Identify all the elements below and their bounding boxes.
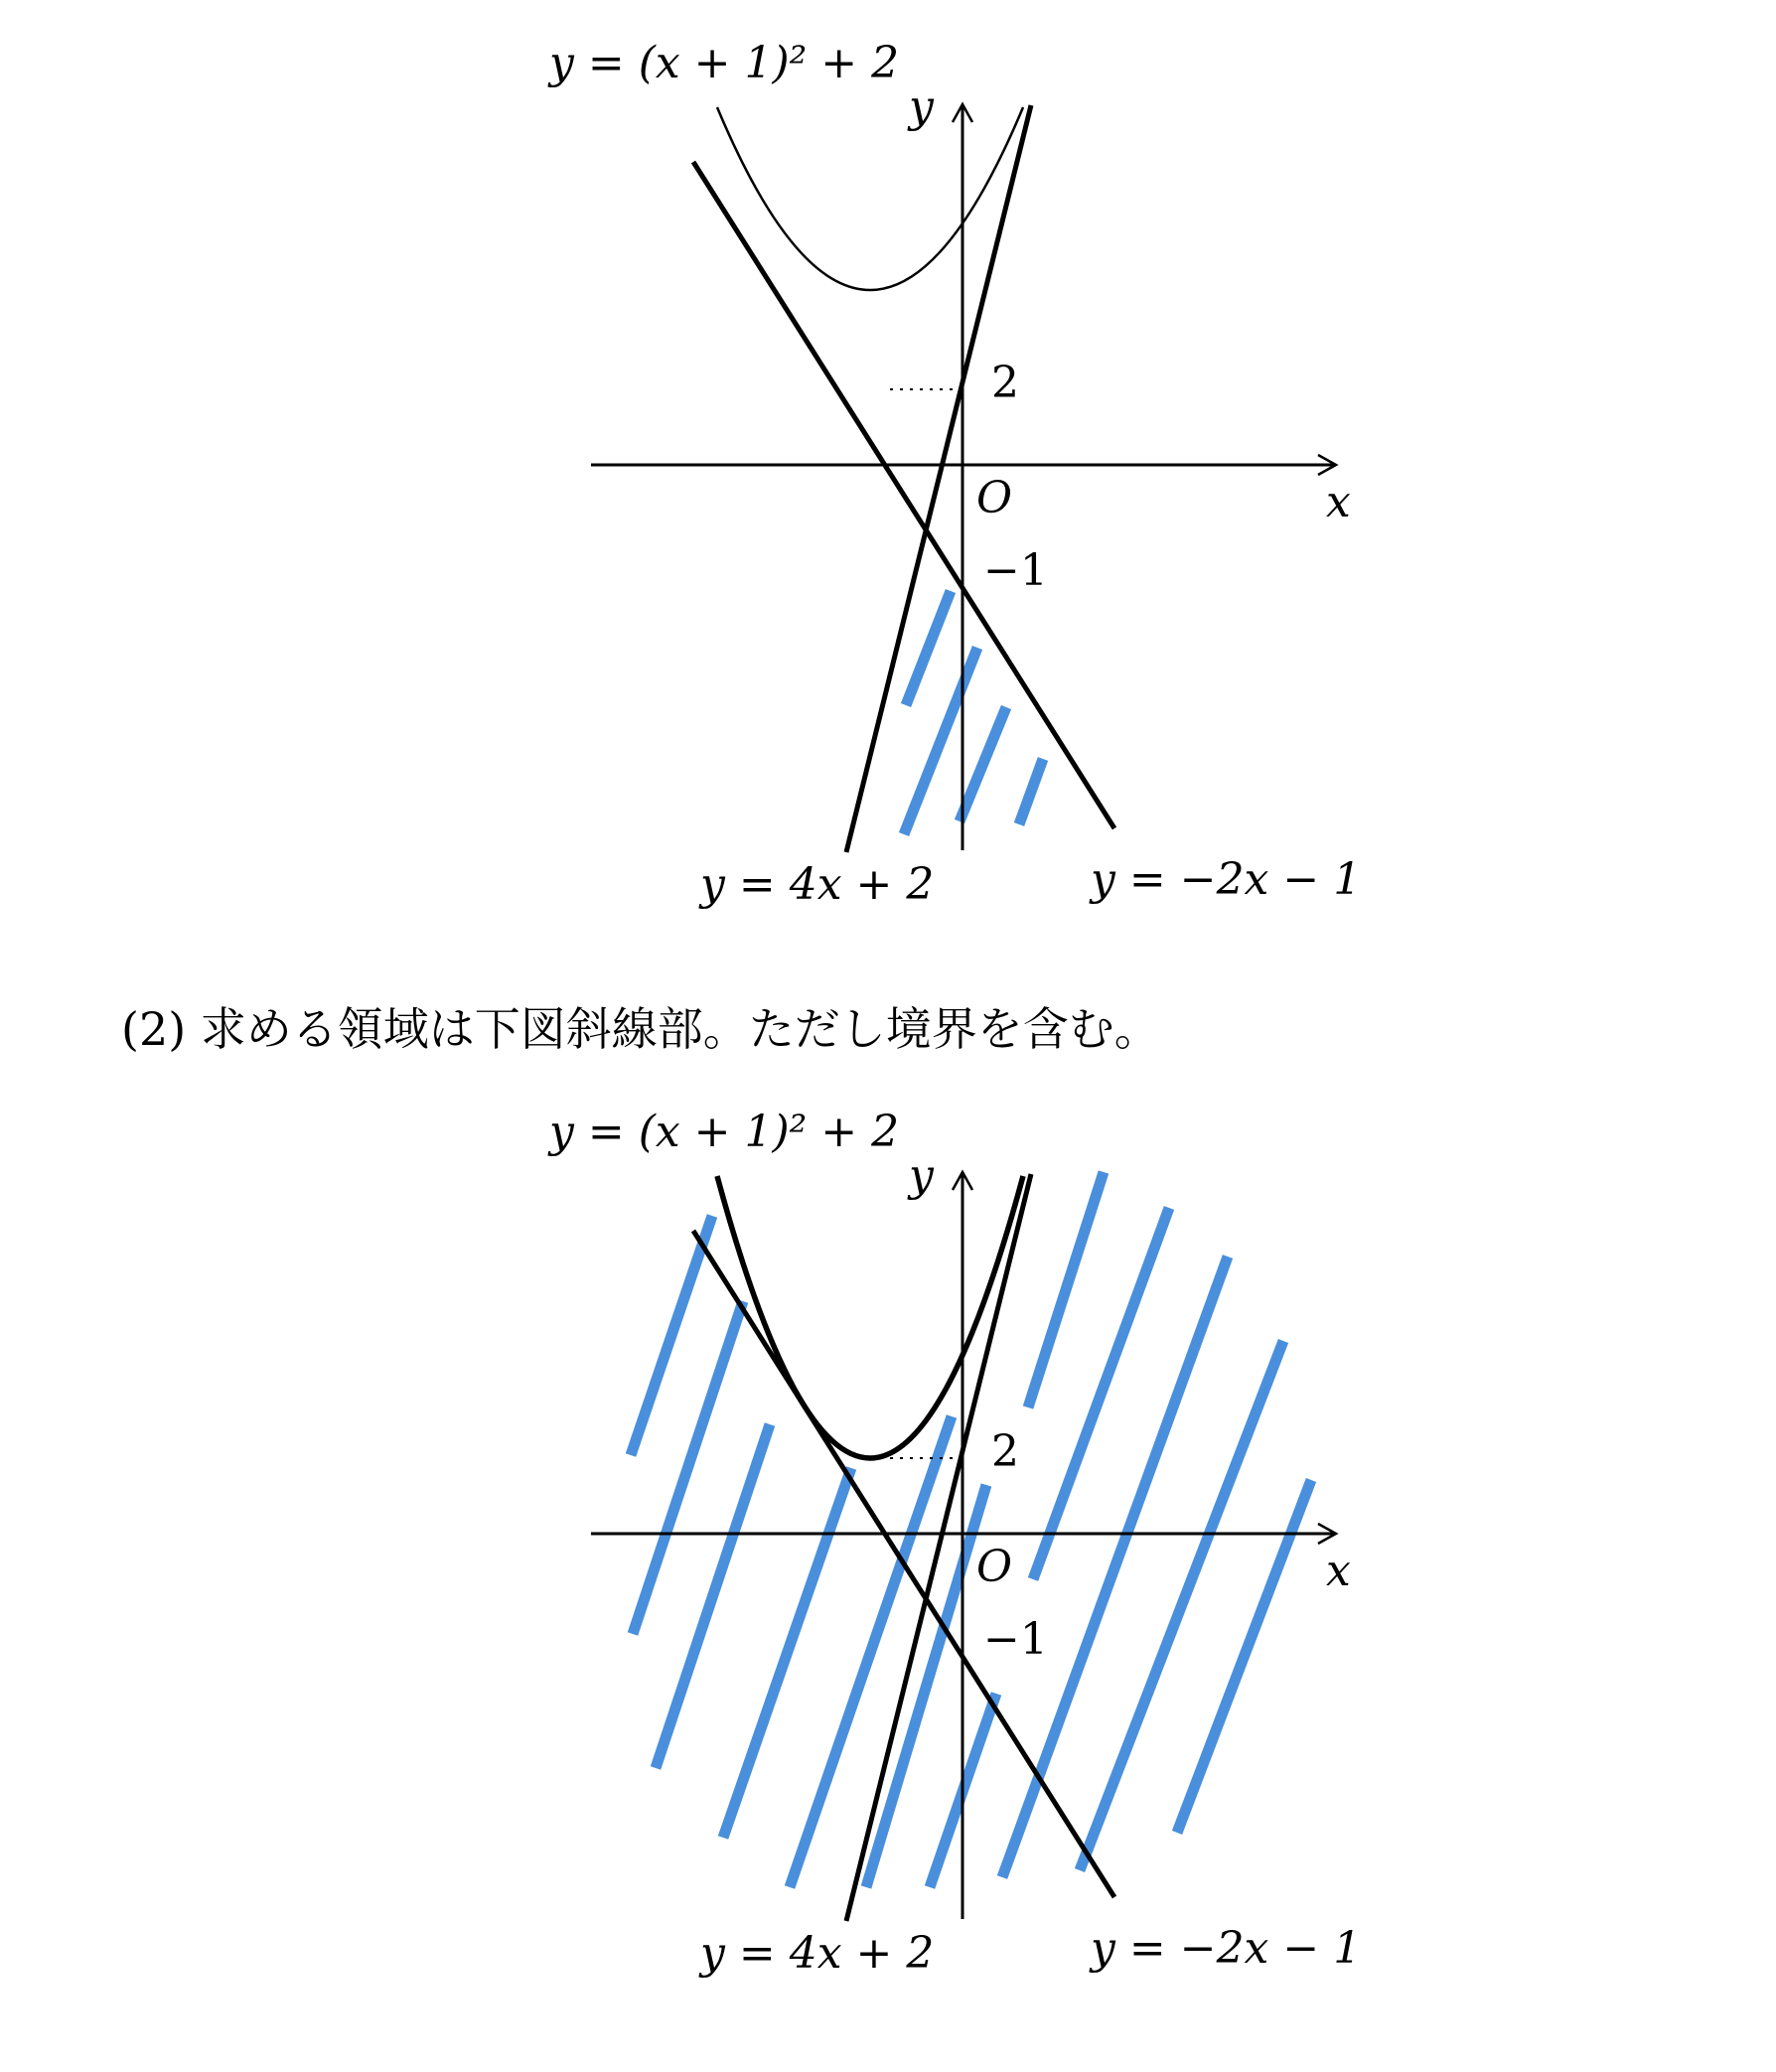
origin-label: O <box>976 1542 1013 1592</box>
line2-label: y = −2x − 1 <box>1091 1923 1362 1974</box>
origin-label: O <box>976 473 1013 523</box>
curve-label: y = (x + 1)² + 2 <box>549 38 900 88</box>
line2-label: y = −2x − 1 <box>1091 854 1362 905</box>
graph-figure-1 <box>0 0 1776 924</box>
parabola-curve <box>717 107 1023 290</box>
graph-figure-2 <box>0 1063 1776 2072</box>
y-axis-label: y <box>909 81 934 132</box>
hatch-region-1 <box>904 591 1043 834</box>
caption-text: (2) 求める領域は下図斜線部。ただし境界を含む。 <box>121 1002 1160 1056</box>
x-axis-label: x <box>1326 477 1351 527</box>
tick-label-neg1: −1 <box>983 545 1048 596</box>
tick-label-2: 2 <box>991 1426 1019 1477</box>
y-axis-label: y <box>909 1150 934 1201</box>
line1-label: y = 4x + 2 <box>700 859 935 910</box>
curve-label: y = (x + 1)² + 2 <box>549 1107 900 1157</box>
tick-label-2: 2 <box>991 358 1019 408</box>
hatch-region-2 <box>631 1172 1311 1887</box>
parabola-curve <box>717 1176 1023 1458</box>
x-axis-label: x <box>1326 1546 1351 1596</box>
tick-label-neg1: −1 <box>983 1614 1048 1665</box>
line1-label: y = 4x + 2 <box>700 1928 935 1979</box>
line-neg2x-minus-1 <box>693 162 1114 828</box>
